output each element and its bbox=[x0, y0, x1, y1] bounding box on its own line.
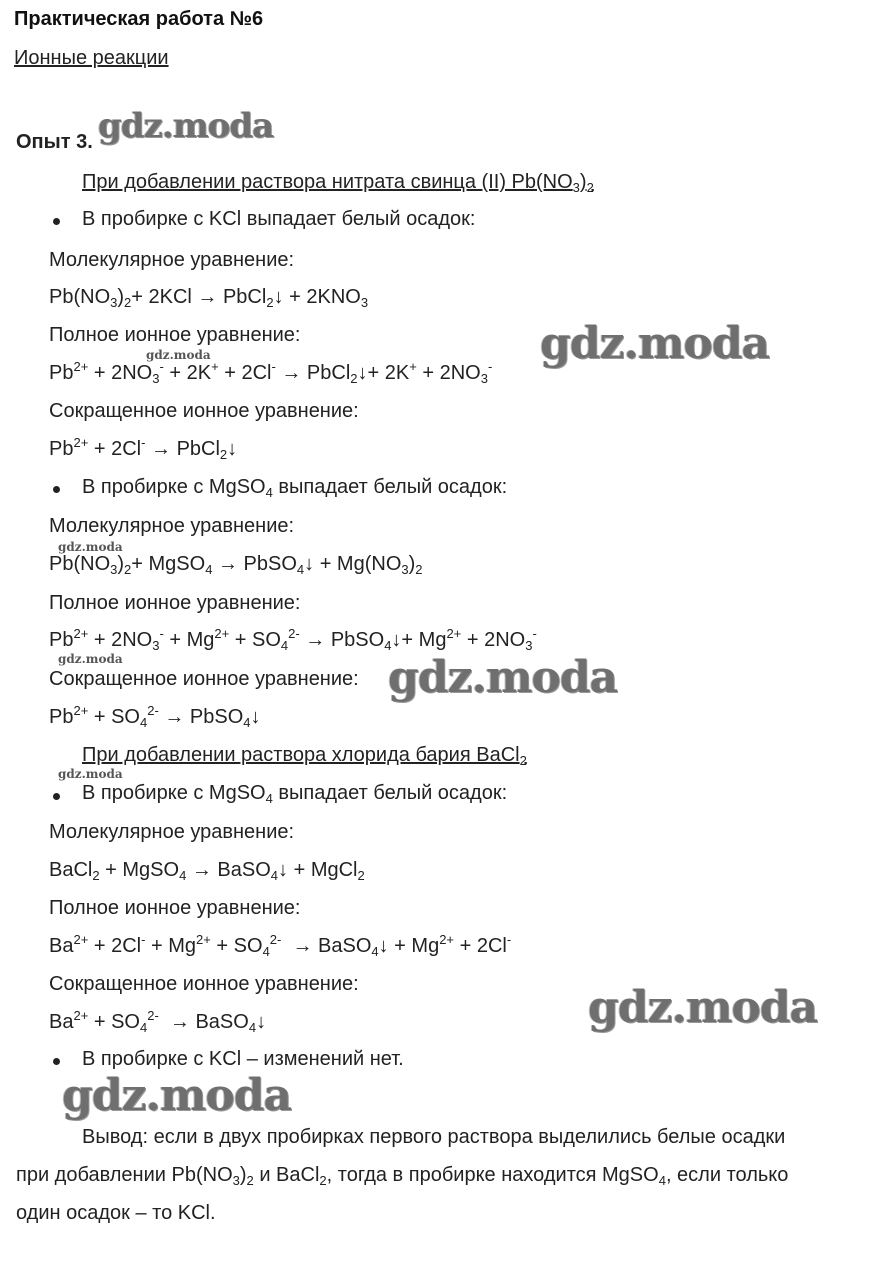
equation-molecular-1: $Pb(NO_3)_2+ 2KCl$ → PbCl$_2$↓ + $2KNO_3$ bbox=[49, 286, 369, 310]
bullet-kcl-precipitate: В пробирке с KCl выпадает белый осадок: bbox=[82, 208, 476, 230]
watermark-logo: gdz.moda bbox=[540, 318, 770, 369]
watermark-logo: gdz.moda bbox=[146, 348, 211, 362]
full-ionic-label: Полное ионное уравнение: bbox=[49, 324, 301, 346]
watermark-logo: gdz.moda bbox=[58, 652, 123, 666]
equation-short-ionic-3: $Ba^{2+} + SO_4^{2-}$ → BaSO$_4$↓ bbox=[49, 1008, 267, 1035]
bullet-icon bbox=[53, 793, 60, 800]
conclusion-line-2: при добавлении $Pb(NO_3)_2$ и BaCl$_2$, тогда в пробирке находится MgSO$_4$, если только bbox=[16, 1164, 789, 1188]
molecular-label: Молекулярное уравнение: bbox=[49, 515, 295, 537]
molecular-label: Молекулярное уравнение: bbox=[49, 249, 295, 271]
short-ionic-label: Сокращенное ионное уравнение: bbox=[49, 668, 359, 690]
section2-heading: При добавлении раствора хлорида бария BaCl$_2$ bbox=[82, 744, 527, 768]
experiment-label: Опыт 3. bbox=[16, 131, 93, 153]
equation-molecular-2: $Pb(NO_3)_2+$ MgSO$_4$ → PbSO$_4$↓ + $Mg(NO_3)_2$ bbox=[49, 553, 423, 577]
section1-heading: При добавлении раствора нитрата свинца (II) $Pb(NO_3)_2$ bbox=[82, 171, 594, 195]
bullet-mgso4-precipitate: В пробирке с MgSO$_4$ выпадает белый осадок: bbox=[82, 476, 508, 500]
watermark-logo: gdz.moda bbox=[62, 1070, 292, 1121]
bullet-icon bbox=[53, 1058, 60, 1065]
watermark-logo: gdz.moda bbox=[58, 540, 123, 554]
equation-full-ionic-2: $Pb^{2+} + 2NO_3^- + Mg^{2+} + SO_4^{2-}$ → PbSO$_4$↓+ $Mg^{2+} + 2NO_3^-$ bbox=[49, 626, 537, 653]
short-ionic-label: Сокращенное ионное уравнение: bbox=[49, 400, 359, 422]
equation-short-ionic-2: $Pb^{2+} + SO_4^{2-}$ → PbSO$_4$↓ bbox=[49, 703, 261, 730]
conclusion-line-3: один осадок – то KCl. bbox=[16, 1202, 216, 1224]
bullet-icon bbox=[53, 486, 60, 493]
page-subtitle: Ионные реакции bbox=[14, 47, 169, 69]
bullet-kcl-no-change: В пробирке с KCl – изменений нет. bbox=[82, 1048, 404, 1070]
full-ionic-label: Полное ионное уравнение: bbox=[49, 897, 301, 919]
bullet-mgso4-barium: В пробирке с MgSO$_4$ выпадает белый осадок: bbox=[82, 782, 508, 806]
watermark-logo: gdz.moda bbox=[98, 106, 274, 146]
short-ionic-label: Сокращенное ионное уравнение: bbox=[49, 973, 359, 995]
equation-short-ionic-1: $Pb^{2+} + 2Cl^-$ → PbCl$_2$↓ bbox=[49, 435, 238, 462]
molecular-label: Молекулярное уравнение: bbox=[49, 821, 295, 843]
bullet-icon bbox=[53, 218, 60, 225]
equation-full-ionic-3: $Ba^{2+} + 2Cl^- + Mg^{2+} + SO_4^{2-}$ → BaSO$_4$↓ + $Mg^{2+} + 2Cl^-$ bbox=[49, 932, 512, 959]
conclusion-line-1: Вывод: если в двух пробирках первого раствора выделились белые осадки bbox=[82, 1126, 786, 1148]
watermark-logo: gdz.moda bbox=[58, 767, 123, 781]
page-title: Практическая работа №6 bbox=[14, 8, 264, 30]
equation-full-ionic-1: $Pb^{2+} + 2NO_3^- + 2K^+ + 2Cl^-$ → PbCl$_2$↓+ $2K^+ + 2NO_3^-$ bbox=[49, 359, 493, 386]
equation-molecular-3: BaCl$_2$ + MgSO$_4$ → BaSO$_4$↓ + MgCl$_2$ bbox=[49, 859, 365, 883]
watermark-logo: gdz.moda bbox=[388, 652, 618, 703]
full-ionic-label: Полное ионное уравнение: bbox=[49, 592, 301, 614]
watermark-logo: gdz.moda bbox=[588, 982, 818, 1033]
